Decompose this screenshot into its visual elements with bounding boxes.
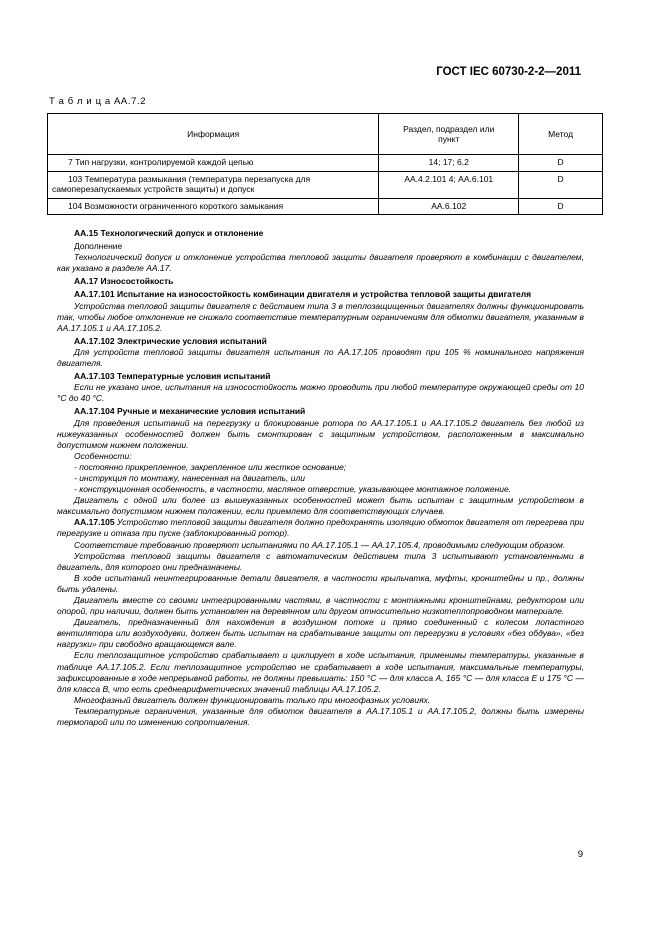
paragraph: Особенности: <box>74 450 132 461</box>
paragraph: Двигатель вместе со своими интегрированными частями, в частности с монтажными кронштейнами, редуктором или опорой, при наличии, должен быть установлен на деревянном или другом относительно низкотеплопроводном материале. <box>57 595 584 617</box>
table-row <box>48 198 603 215</box>
cell-ref: 14; 17; 6.2 <box>379 155 519 172</box>
paragraph: Технологический допуск и отклонение устройства тепловой защиты двигателя проверяют в комбинации с двигателем, как указано в разделе АА.17. <box>57 252 584 274</box>
heading-aa17-103: АА.17.103 Температурные условия испытаний <box>74 371 271 382</box>
col-header-method: Метод <box>519 114 603 155</box>
document-body <box>57 226 584 728</box>
paragraph: Для устройств тепловой защиты двигателя испытания по АА.17.105 проводят при 105 % номинального напряжения двигателя. <box>57 346 584 369</box>
paragraph: Дополнение <box>74 241 123 252</box>
cell-method: D <box>519 171 603 198</box>
paragraph: Если не указано иное, испытания на износостойкость можно проводить при любой температуре окружающей среды от 10 °С до 40 °С. <box>57 382 584 404</box>
cell-method: D <box>519 198 603 215</box>
heading-aa17-102: АА.17.102 Электрические условия испытаний <box>74 335 267 346</box>
heading-aa15: АА.15 Технологический допуск и отклонение <box>74 228 264 238</box>
requirements-table <box>47 113 603 215</box>
paragraph: Многофазный двигатель должен функционировать только при многофазных условиях. <box>74 694 431 705</box>
table-row <box>48 171 603 198</box>
paragraph: Температурные ограничения, указанные для обмоток двигателя в АА.17.105.1 и АА.17.105.2, должны быть измерены термопарой или по изменению сопротивления. <box>57 705 584 728</box>
paragraph: Если теплозащитное устройство срабатывает и циклирует в ходе испытания, применимы температуры, указанные в таблице АА.17.105.2. Если теплозащитное устройство не срабатывает в ходе испытания, максимальные температуры, зафиксированные в ходе непрерывной работы, не должны превышать: 150 °С — для класса А, 165 °С — для класса Е и 175 °С — для класса В, что есть среднеарифметических значений таблицы АА.17.105.2. <box>57 650 584 694</box>
paragraph: Для проведения испытаний на перегрузку и блокирование ротора по АА.17.105.1 и АА.17.105.2 двигатель без любой из нижеуказанных особенностей должен быть смонтирован с защитным устройством, расположенным в максимально допустимом нижнем положении. <box>57 417 584 450</box>
document-header: ГОСТ IEC 60730-2-2—2011 <box>436 66 581 78</box>
cell-method: D <box>519 155 603 172</box>
list-item: - постоянно прикрепленное, закрепленное или жесткое основание; <box>74 461 347 472</box>
paragraph: Двигатель с одной или более из вышеуказанных особенностей может быть испытан с защитным устройством в максимально допустимом нижнем положении, если приемлемо для соответствующих случаев. <box>57 495 584 517</box>
cell-ref: АА.4.2.101 4; АА.6.101 <box>379 171 519 198</box>
cell-info: 103 Температура размыкания (температура перезапуска для самоперезапускаемых устройств защиты) и допуск <box>48 171 379 198</box>
col-header-info: Информация <box>48 114 379 155</box>
paragraph: Устройства тепловой защиты двигателя с автоматическим действием типа 3 испытывают установленными в двигатель, для которого они предназначены. <box>57 550 584 572</box>
table-caption: Т а б л и ц а АА.7.2 <box>49 96 147 107</box>
paragraph: Двигатель, предназначенный для нахождения в воздушном потоке и прямо соединенный с колесом лопастного вентилятора или воздуходувки, должен быть испытан на срабатывание защиты от перегрузки в условиях «без обдува», «без нагрузки» при свободно вращающемся вале. <box>57 617 584 650</box>
table-row <box>48 155 603 172</box>
cell-info: 7 Тип нагрузки, контролируемой каждой цепью <box>48 155 379 172</box>
col-header-ref: Раздел, подраздел или пункт <box>379 114 519 155</box>
heading-aa17: АА.17 Износостойкость <box>74 276 174 287</box>
paragraph-aa17-105 <box>57 517 584 539</box>
paragraph: В ходе испытаний неинтегрированные детали двигателя, в частности крыльчатка, муфты, кронштейны и пр., должны быть удалены. <box>57 572 584 594</box>
cell-ref: АА.6.102 <box>379 198 519 215</box>
page-number: 9 <box>577 849 583 860</box>
heading-aa17-101: АА.17.101 Испытание на износостойкость комбинации двигателя и устройства тепловой защиты двигателя <box>74 289 532 300</box>
paragraph: Соответствие требованию проверяют испытаниями по АА.17.105.1 — АА.17.105.4, проводимыми следующим образом. <box>74 539 566 550</box>
paragraph: Устройства тепловой защиты двигателя с действием типа 3 в теплозащищенных двигателях должны функционировать так, чтобы любое отклонение не снижало соответствие температурным ограничениям для обмотки двигателя, указанным в АА.17.105.1 и АА.17.105.2. <box>57 300 584 333</box>
heading-aa17-104: АА.17.104 Ручные и механические условия испытаний <box>74 406 306 417</box>
clause-text: Устройство тепловой защиты двигателя должно предохранять изоляцию обмоток двигателя от перегрева при перегрузке и отказа при пуске (заблокированный ротор). <box>57 517 584 539</box>
cell-info: 104 Возможности ограниченного короткого замыкания <box>48 198 379 215</box>
clause-number: АА.17.105 <box>74 517 115 528</box>
list-item: - инструкция по монтажу, нанесенная на двигатель, или <box>74 472 305 483</box>
table-header-row <box>48 114 603 155</box>
list-item: - конструкционная особенность, в частности, масляное отверстие, указывающее монтажное положение. <box>74 484 512 495</box>
